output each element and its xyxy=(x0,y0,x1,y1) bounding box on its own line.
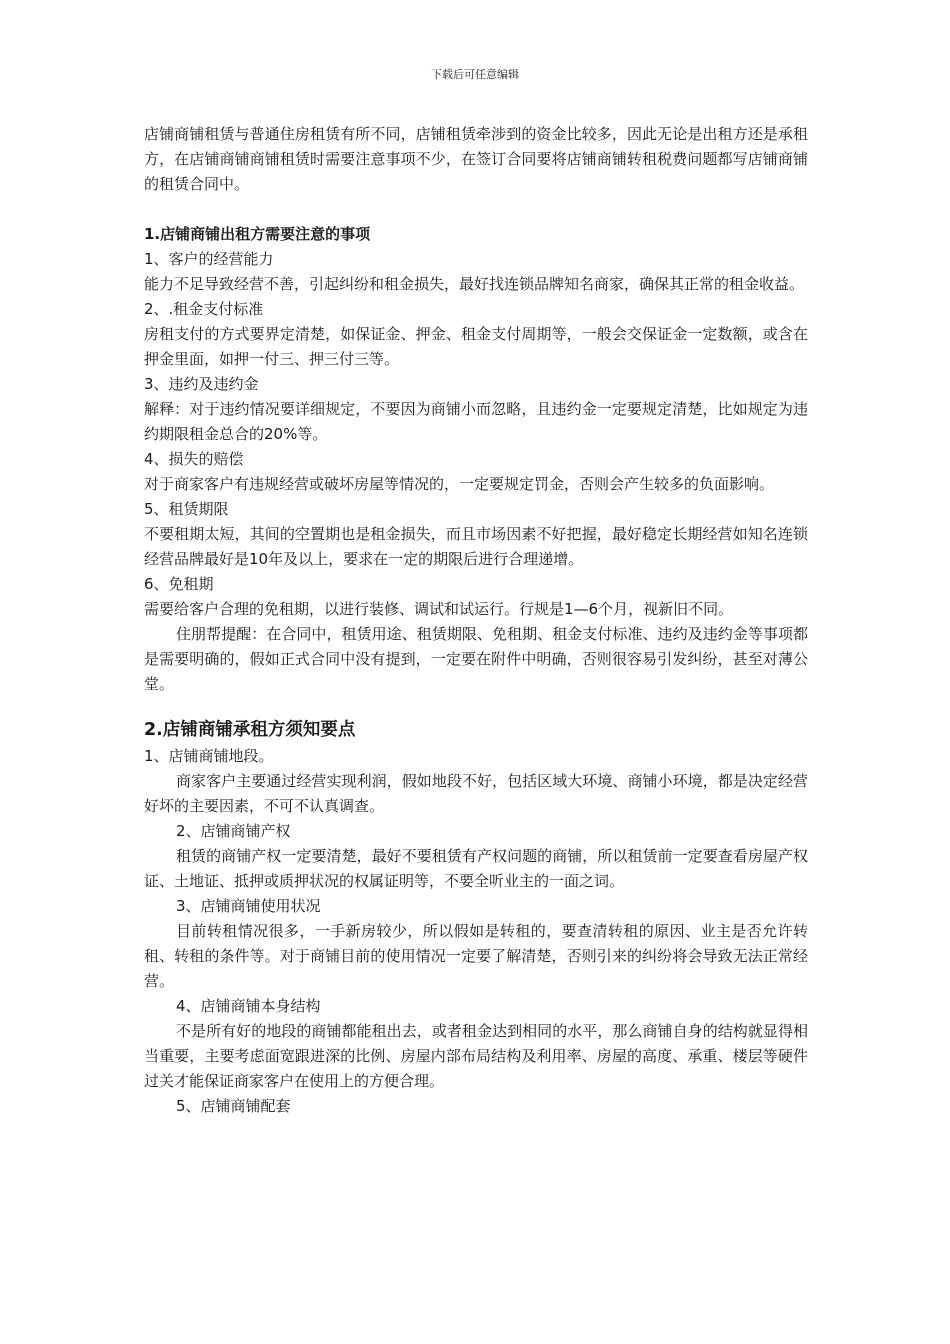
s2-item-5-title: 5、店铺商铺配套 xyxy=(176,1097,291,1115)
s2-item-4-title: 4、店铺商铺本身结构 xyxy=(176,997,321,1015)
s2-item-2-text: 租赁的商铺产权一定要清楚，最好不要租赁有产权问题的商铺，所以租赁前一定要查看房屋产权证、土地证、抵押或质押状况的权属证明等，不要全听业主的一面之词。 xyxy=(144,847,808,890)
s1-tip-paragraph: 住朋帮提醒：在合同中，租赁用途、租赁期限、免租期、租金支付标准、违约及违约金等事项都是需要明确的，假如正式合同中没有提到，一定要在附件中明确，否则很容易引发纠纷，甚至对薄公堂。 xyxy=(144,625,808,693)
s1-item-5-text: 不要租期太短，其间的空置期也是租金损失，而且市场因素不好把握，最好稳定长期经营如知名连锁经营品牌最好是10年及以上，要求在一定的期限后进行合理递增。 xyxy=(144,525,808,568)
s1-item-6-text: 需要给客户合理的免租期，以进行装修、调试和试运行。行规是1—6个月，视新旧不同。 xyxy=(144,600,734,618)
s1-item-5-title: 5、租赁期限 xyxy=(144,500,229,518)
s1-item-3-text: 解释：对于违约情况要详细规定，不要因为商铺小而忽略，且违约金一定要规定清楚，比如规定为违约期限租金总合的20%等。 xyxy=(144,400,808,443)
s1-item-3-title: 3、违约及违约金 xyxy=(144,375,259,393)
section-1-heading: 1.店铺商铺出租方需要注意的事项 xyxy=(144,225,371,243)
document-body xyxy=(144,122,808,1119)
s2-item-2-title: 2、店铺商铺产权 xyxy=(176,822,291,840)
s1-item-1-text: 能力不足导致经营不善，引起纠纷和租金损失，最好找连锁品牌知名商家，确保其正常的租金收益。 xyxy=(144,275,805,293)
s2-item-1-text: 商家客户主要通过经营实现利润，假如地段不好，包括区域大环境、商铺小环境，都是决定经营好坏的主要因素，不可不认真调查。 xyxy=(144,772,808,815)
s2-item-4-text: 不是所有好的地段的商铺都能租出去，或者租金达到相同的水平，那么商铺自身的结构就显得相当重要，主要考虑面宽跟进深的比例、房屋内部布局结构及利用率、房屋的高度、承重、楼层等硬件过关才能保证商家客户在使用上的方便合理。 xyxy=(144,1022,808,1090)
s1-item-4-title: 4、损失的赔偿 xyxy=(144,450,244,468)
s2-item-1-title: 1、店铺商铺地段。 xyxy=(144,747,274,765)
s1-item-6-title: 6、免租期 xyxy=(144,575,214,593)
s1-item-2-title: 2、.租金支付标准 xyxy=(144,300,264,318)
s1-item-2-text: 房租支付的方式要界定清楚，如保证金、押金、租金支付周期等，一般会交保证金一定数额，或含在押金里面，如押一付三、押三付三等。 xyxy=(144,325,808,368)
section-2-heading: 2.店铺商铺承租方须知要点 xyxy=(144,720,356,740)
s1-item-1-title: 1、客户的经营能力 xyxy=(144,250,274,268)
page-header: 下载后可任意编辑 xyxy=(431,68,519,81)
intro-paragraph: 店铺商铺租赁与普通住房租赁有所不同，店铺租赁牵涉到的资金比较多，因此无论是出租方还是承租方，在店铺商铺商铺租赁时需要注意事项不少，在签订合同要将店铺商铺转租税费问题都写店铺商铺的租赁合同中。 xyxy=(144,125,808,193)
s2-item-3-text: 目前转租情况很多，一手新房较少，所以假如是转租的，要查清转租的原因、业主是否允许转租、转租的条件等。对于商铺目前的使用情况一定要了解清楚，否则引来的纠纷将会导致无法正常经营。 xyxy=(144,922,808,990)
s1-item-4-text: 对于商家客户有违规经营或破坏房屋等情况的，一定要规定罚金，否则会产生较多的负面影响。 xyxy=(144,475,775,493)
s2-item-3-title: 3、店铺商铺使用状况 xyxy=(176,897,321,915)
spacer xyxy=(144,197,808,222)
